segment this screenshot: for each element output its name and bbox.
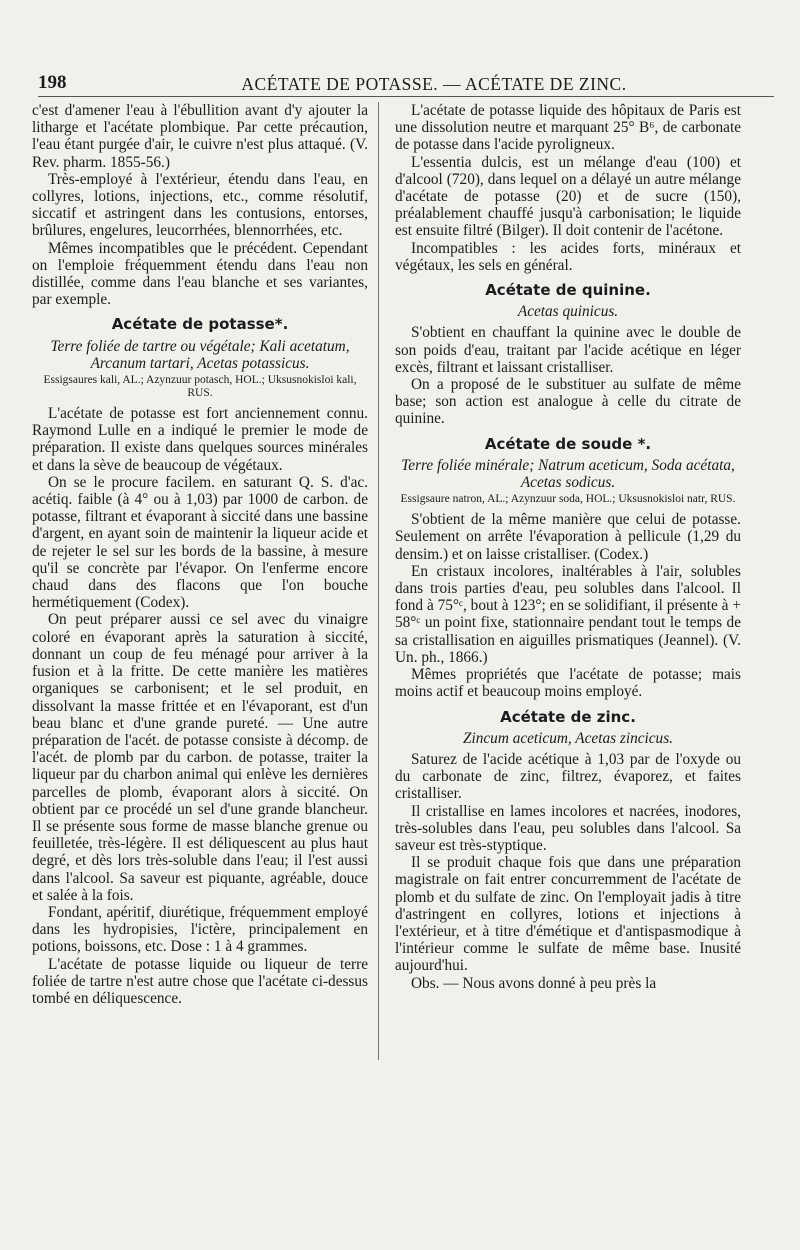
- paragraph: En cristaux incolores, inaltérables à l'air, solubles dans trois parties d'eau, peu solubles dans l'alcool. Il fond à 75°ᶜ, bout à 123°; en se solidifiant, il présente à + 58°ᶜ un point fixe, stationnaire pendant tout le temps de sa cristallisation en aiguilles prismatiques (Jeannel). (V. Un. ph., 1866.): [395, 562, 741, 666]
- paragraph: Très-employé à l'extérieur, étendu dans l'eau, en collyres, lotions, injections, etc., comme résolutif, siccatif et astringent dans les contusions, entorses, brûlures, engelures, leucorrhées, blennorrhées, etc.: [32, 170, 368, 240]
- paragraph: On a proposé de le substituer au sulfate de même base; son action est analogue à celle du citrate de quinine.: [395, 376, 741, 428]
- section-heading-soude: Acétate de soude *.: [484, 434, 652, 453]
- paragraph: c'est d'amener l'eau à l'ébullition avant d'y ajouter la litharge et l'acétate plombique. Par cette précaution, l'eau étant purgée d'air, le cuivre n'est plus attaqué. (V. Rev. pharm. 1855-56.): [32, 102, 368, 171]
- foreign-names: Essigsaures kali, AL.; Azynzuur potasch, HOL.; Uksusnokisloi kali, RUS.: [43, 374, 357, 400]
- latin-name: Acetas quinicus.: [517, 303, 619, 321]
- paragraph: Il se produit chaque fois que dans une préparation magistrale on fait entrer concurremment de l'acétate de plomb et du sulfate de zinc. On l'employait jadis à titre d'astringent en collyres, lotions et injections à l'extérieur, et à titre d'émétique et d'antispasmodique à l'intérieur comme le sulfate de même base. Inusité aujourd'hui.: [395, 854, 741, 975]
- paragraph: L'acétate de potasse liquide des hôpitaux de Paris est une dissolution neutre et marquant 25° B⁶, de carbonate de potasse dans l'acide pyroligneux.: [395, 102, 741, 154]
- paragraph: Mêmes propriétés que l'acétate de potasse; mais moins actif et beaucoup moins employé.: [395, 666, 741, 701]
- paragraph: Obs. — Nous avons donné à peu près la: [411, 974, 657, 992]
- left-column: [32, 102, 368, 1007]
- paragraph: L'essentia dulcis, est un mélange d'eau (100) et d'alcool (720), dans lequel on a délayé un autre mélange d'acétate de potasse (20) et de sucre (150), préalablement chauffé jusqu'à carbonisation; le liquide est ensuite filtré (Bilger). Il doit contenir de l'acétone.: [395, 153, 741, 240]
- paragraph: Il cristallise en lames incolores et nacrées, inodores, très-solubles dans l'eau, peu solubles dans l'alcool. Sa saveur est très-styptique.: [395, 802, 741, 854]
- paragraph: Incompatibles : les acides forts, minéraux et végétaux, les sels en général.: [395, 239, 741, 274]
- paragraph: On peut préparer aussi ce sel avec du vinaigre coloré en évaporant après la saturation à siccité, donnant un coup de feu ménagé pour arriver à la fusion et à la fritte. De cette manière les matières organiques se carbonisent; et le sel produit, en dissolvant la masse frittée et en l'évaporant, est d'un beau blanc et d'une grande pureté. — Une autre préparation de l'acét. de potasse consiste à décomp. de l'acét. de plomb par du carbon. de potasse, traiter la liqueur par du charbon animal qui enlève les dernières parcelles de plomb, évaporant alors à siccité. On obtient par ce procédé un sel d'une grande blancheur. Il se présente sous forme de masse blanche grenue ou feuilletée, très-légère. Il est déliquescent au plus haut degré, et dès lors très-soluble dans l'eau; il l'est aussi dans l'alcool. Sa saveur est piquante, agréable, douce et salée à la fois.: [32, 611, 368, 904]
- paragraph: Mêmes incompatibles que le précédent. Cependant on l'emploie fréquemment étendu dans l'eau non distillée, comme dans l'eau blanche et ses variantes, par exemple.: [32, 239, 368, 309]
- paragraph: On se le procure facilem. en saturant Q. S. d'ac. acétiq. faible (à 4° ou à 1,03) par 1000 de carbon. de potasse, filtrant et évaporant à siccité dans une bassine d'argent, en ayant soin de maintenir la liqueur acide et de rejeter le sel sur les bords de la bassine, à mesure qu'il se concrète par l'évapor. On l'enferme encore chaud dans des flacons que l'on bouche hermétiquement (Codex).: [32, 473, 368, 612]
- latin-name: Zincum aceticum, Acetas zincicus.: [462, 729, 673, 747]
- header-rule: [38, 96, 774, 97]
- running-title: ACÉTATE DE POTASSE. — ACÉTATE DE ZINC.: [241, 74, 627, 94]
- paragraph: L'acétate de potasse est fort anciennement connu. Raymond Lulle en a indiqué le premier le mode de préparation. Il existe dans quelques sources minérales et dans la sève de beaucoup de végétaux.: [32, 405, 368, 474]
- right-column: [395, 102, 741, 992]
- paragraph: S'obtient de la même manière que celui de potasse. Seulement on arrête l'évaporation à pellicule (1,29 du densim.) et on laisse cristalliser. (Codex.): [395, 511, 741, 563]
- column-divider: [378, 102, 379, 1060]
- section-heading-zinc: Acétate de zinc.: [500, 707, 636, 726]
- paragraph: Saturez de l'acide acétique à 1,03 par de l'oxyde ou du carbonate de zinc, filtrez, évaporez, et faites cristalliser.: [395, 750, 741, 803]
- section-heading-quinine: Acétate de quinine.: [485, 281, 651, 300]
- page-number: 198: [38, 72, 67, 93]
- paragraph: L'acétate de potasse liquide ou liqueur de terre foliée de tartre n'est autre chose que l'acétate ci-dessus tombé en déliquescence.: [32, 955, 368, 1007]
- synonyms: Terre foliée de tartre ou végétale; Kali acetatum, Arcanum tartari, Acetas potassicus.: [50, 337, 350, 372]
- paragraph: S'obtient en chauffant la quinine avec le double de son poids d'eau, traitant par l'acide acétique en léger excès, filtrant et laissant cristalliser.: [395, 324, 741, 376]
- section-heading-potasse: Acétate de potasse*.: [111, 315, 289, 334]
- paragraph: Fondant, apéritif, diurétique, fréquemment employé dans les hydropisies, l'ictère, principalement en potions, boissons, etc. Dose : 1 à 4 grammes.: [32, 903, 368, 956]
- foreign-names: Essigsaure natron, AL.; Azynzuur soda, HOL.; Uksusnokisloi natr, RUS.: [400, 493, 736, 506]
- synonyms: Terre foliée minérale; Natrum aceticum, Soda acétata, Acetas sodicus.: [401, 456, 735, 492]
